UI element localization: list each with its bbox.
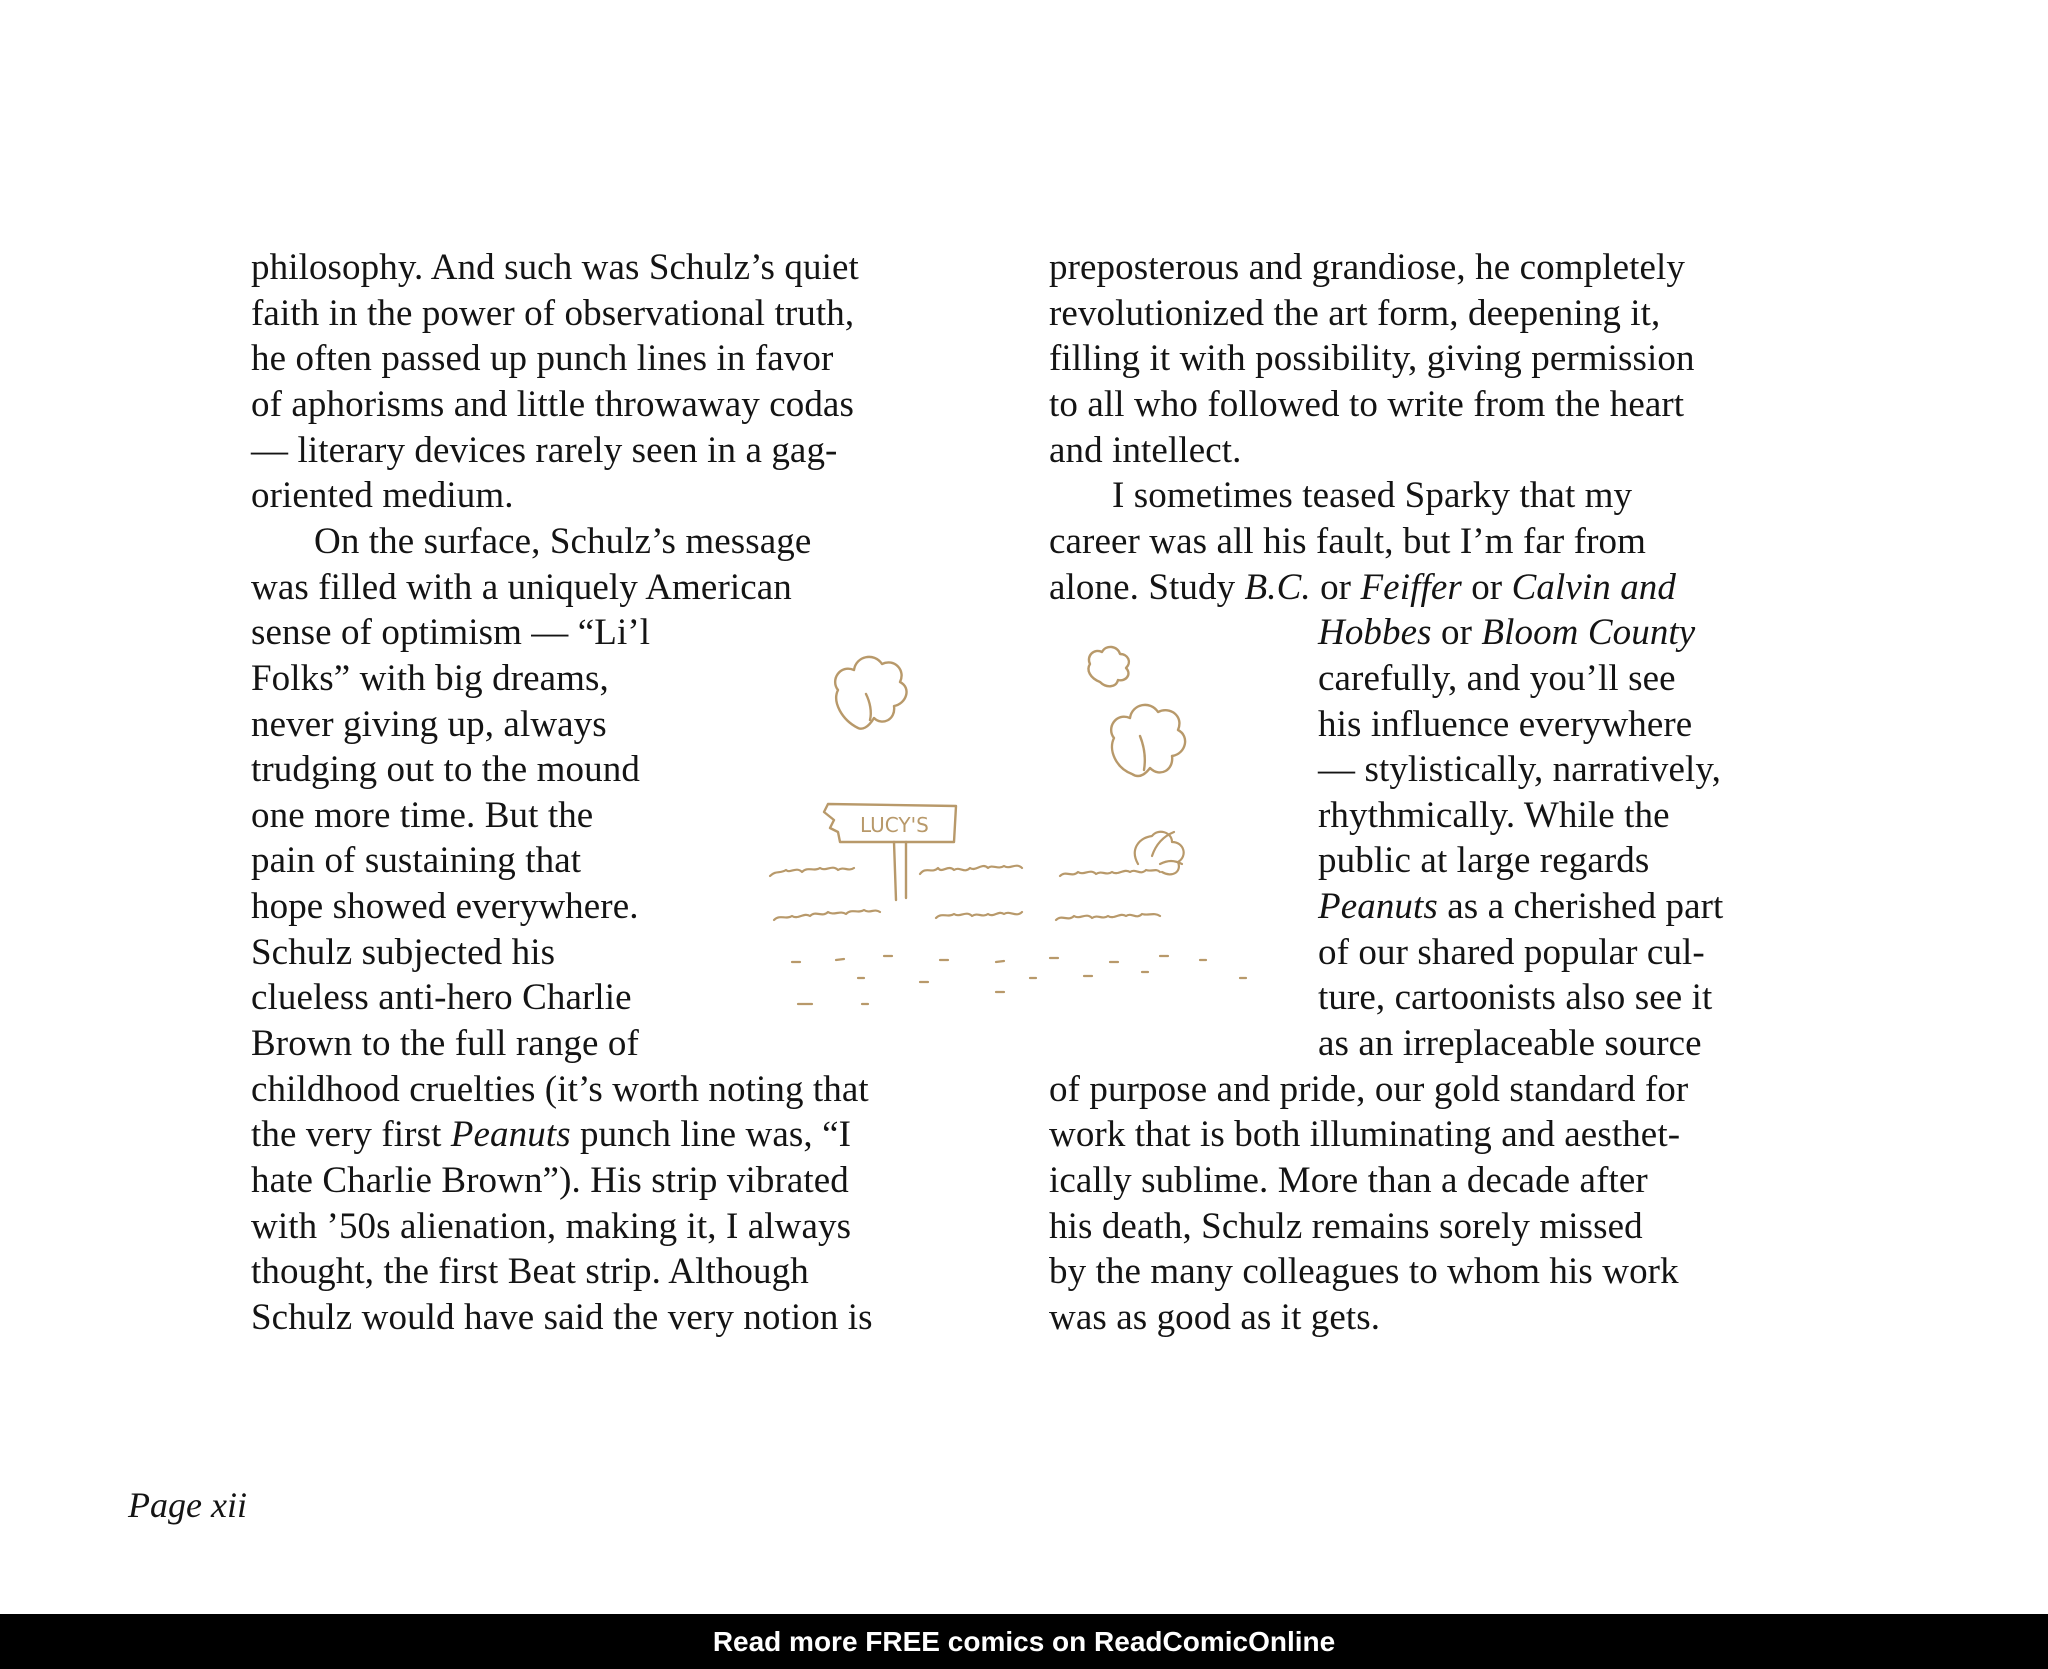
text-run: rhythmically. While the bbox=[1318, 794, 1670, 836]
text-run: of aphorisms and little throwaway codas bbox=[251, 383, 854, 425]
text-run: punch line was, “I bbox=[570, 1114, 852, 1156]
italic-title: Calvin and bbox=[1511, 566, 1677, 608]
italic-title: Peanuts bbox=[450, 1114, 571, 1156]
text-run: oriented medium. bbox=[251, 475, 514, 517]
text-run: his influence everywhere bbox=[1318, 703, 1693, 745]
text-run: alone. Study bbox=[1049, 566, 1245, 608]
italic-title: Feiffer bbox=[1360, 566, 1462, 608]
text-run: sense of optimism — “Li’l bbox=[251, 612, 651, 654]
right-column-line bbox=[1318, 702, 1692, 748]
text-run: as a cherished part bbox=[1437, 886, 1724, 928]
right-column-line bbox=[1318, 930, 1705, 976]
leaf-cluster-right-small bbox=[1088, 647, 1128, 686]
text-run: pain of sustaining that bbox=[251, 840, 582, 882]
text-run: ture, cartoonists also see it bbox=[1318, 977, 1713, 1019]
right-column-line bbox=[1049, 1158, 1648, 1204]
leaf-cluster-right-large bbox=[1111, 705, 1185, 776]
text-run: filling it with possibility, giving permission bbox=[1049, 338, 1695, 380]
text-run: revolutionized the art form, deepening it, bbox=[1049, 292, 1661, 334]
italic-title: Hobbes bbox=[1318, 612, 1432, 654]
right-column-line bbox=[1049, 1067, 1688, 1113]
text-run: never giving up, always bbox=[251, 703, 607, 745]
right-column-line bbox=[1318, 610, 1695, 656]
text-run: thought, the first Beat strip. Although bbox=[251, 1251, 809, 1293]
right-column-line bbox=[1049, 1249, 1679, 1295]
text-run: or bbox=[1431, 612, 1482, 654]
right-column-line bbox=[1049, 565, 1676, 611]
text-run: or bbox=[1461, 566, 1512, 608]
text-run: childhood cruelties (it’s worth noting that bbox=[251, 1068, 869, 1110]
text-run: faith in the power of observational truth, bbox=[251, 292, 855, 334]
right-column-line bbox=[1049, 291, 1660, 337]
footer-banner-text[interactable]: Read more FREE comics on ReadComicOnline bbox=[712, 1625, 1336, 1657]
text-run: of our shared popular cul- bbox=[1318, 931, 1705, 973]
right-column-line bbox=[1112, 473, 1632, 519]
leaf-cluster-left bbox=[835, 657, 906, 729]
text-run: trudging out to the mound bbox=[251, 749, 640, 791]
right-column-line bbox=[1049, 519, 1646, 565]
text-run: career was all his fault, but I’m far from bbox=[1049, 520, 1646, 562]
text-run: philosophy. And such was Schulz’s quiet bbox=[251, 247, 859, 288]
text-run: was filled with a uniquely American bbox=[251, 566, 792, 608]
right-column-line bbox=[1318, 884, 1723, 930]
text-run: was as good as it gets. bbox=[1049, 1296, 1381, 1338]
italic-title: Bloom County bbox=[1481, 612, 1696, 654]
italic-title: B.C. bbox=[1244, 566, 1311, 608]
text-run: Brown to the full range of bbox=[251, 1023, 639, 1065]
italic-title: Peanuts bbox=[1318, 886, 1438, 928]
plant-sprout bbox=[1135, 832, 1184, 875]
text-run: one more time. But the bbox=[251, 794, 594, 836]
right-column-line bbox=[1049, 428, 1242, 474]
text-run: with ’50s alienation, making it, I always bbox=[251, 1205, 852, 1247]
right-column-line bbox=[1318, 1021, 1702, 1067]
peanuts-illustration bbox=[760, 620, 1280, 1040]
text-run: Folks” with big dreams, bbox=[251, 657, 609, 699]
right-column-line bbox=[1049, 336, 1695, 382]
text-run: his death, Schulz remains sorely missed bbox=[1049, 1205, 1643, 1247]
right-column-line bbox=[1318, 747, 1721, 793]
right-column-line bbox=[1049, 382, 1684, 428]
text-run: carefully, and you’ll see bbox=[1318, 657, 1676, 699]
text-run: he often passed up punch lines in favor bbox=[251, 338, 834, 380]
right-column-line bbox=[1049, 1295, 1380, 1341]
text-run: the very first bbox=[251, 1114, 451, 1156]
right-column-line bbox=[1318, 656, 1676, 702]
text-run: public at large regards bbox=[1318, 840, 1650, 882]
grass-lines bbox=[770, 866, 1160, 920]
text-run: ically sublime. More than a decade after bbox=[1049, 1160, 1648, 1201]
text-run: hate Charlie Brown”). His strip vibrated bbox=[251, 1160, 849, 1201]
text-run: or bbox=[1310, 566, 1361, 608]
right-column-line bbox=[1318, 793, 1670, 839]
text-run: as an irreplaceable source bbox=[1318, 1023, 1702, 1065]
footer-banner[interactable] bbox=[0, 1614, 2048, 1669]
text-run: — stylistically, narratively, bbox=[1318, 749, 1721, 791]
ground-dashes bbox=[792, 956, 1246, 1004]
text-run: preposterous and grandiose, he completely bbox=[1049, 247, 1685, 288]
right-column-line bbox=[1049, 1112, 1680, 1158]
text-run: work that is both illuminating and aesthet- bbox=[1049, 1114, 1681, 1156]
text-run: — literary devices rarely seen in a gag- bbox=[251, 429, 838, 471]
text-run: Schulz would have said the very notion is bbox=[251, 1296, 873, 1338]
text-run: of purpose and pride, our gold standard for bbox=[1049, 1068, 1689, 1110]
text-run: Schulz subjected his bbox=[251, 931, 556, 973]
text-run: On the surface, Schulz’s message bbox=[314, 520, 812, 562]
right-column-line bbox=[1049, 1204, 1643, 1250]
text-run: and intellect. bbox=[1049, 429, 1242, 471]
page-number: Page xii bbox=[128, 1485, 247, 1525]
right-column-line bbox=[1318, 838, 1649, 884]
text-run: to all who followed to write from the heart bbox=[1049, 383, 1685, 425]
text-run: by the many colleagues to whom his work bbox=[1049, 1251, 1679, 1293]
sign-label: LUCY'S bbox=[860, 813, 929, 837]
text-run: hope showed everywhere. bbox=[251, 886, 639, 928]
text-run: clueless anti-hero Charlie bbox=[251, 977, 632, 1019]
right-column-line bbox=[1049, 245, 1685, 291]
text-run: I sometimes teased Sparky that my bbox=[1112, 475, 1633, 517]
right-column-line bbox=[1318, 975, 1712, 1021]
